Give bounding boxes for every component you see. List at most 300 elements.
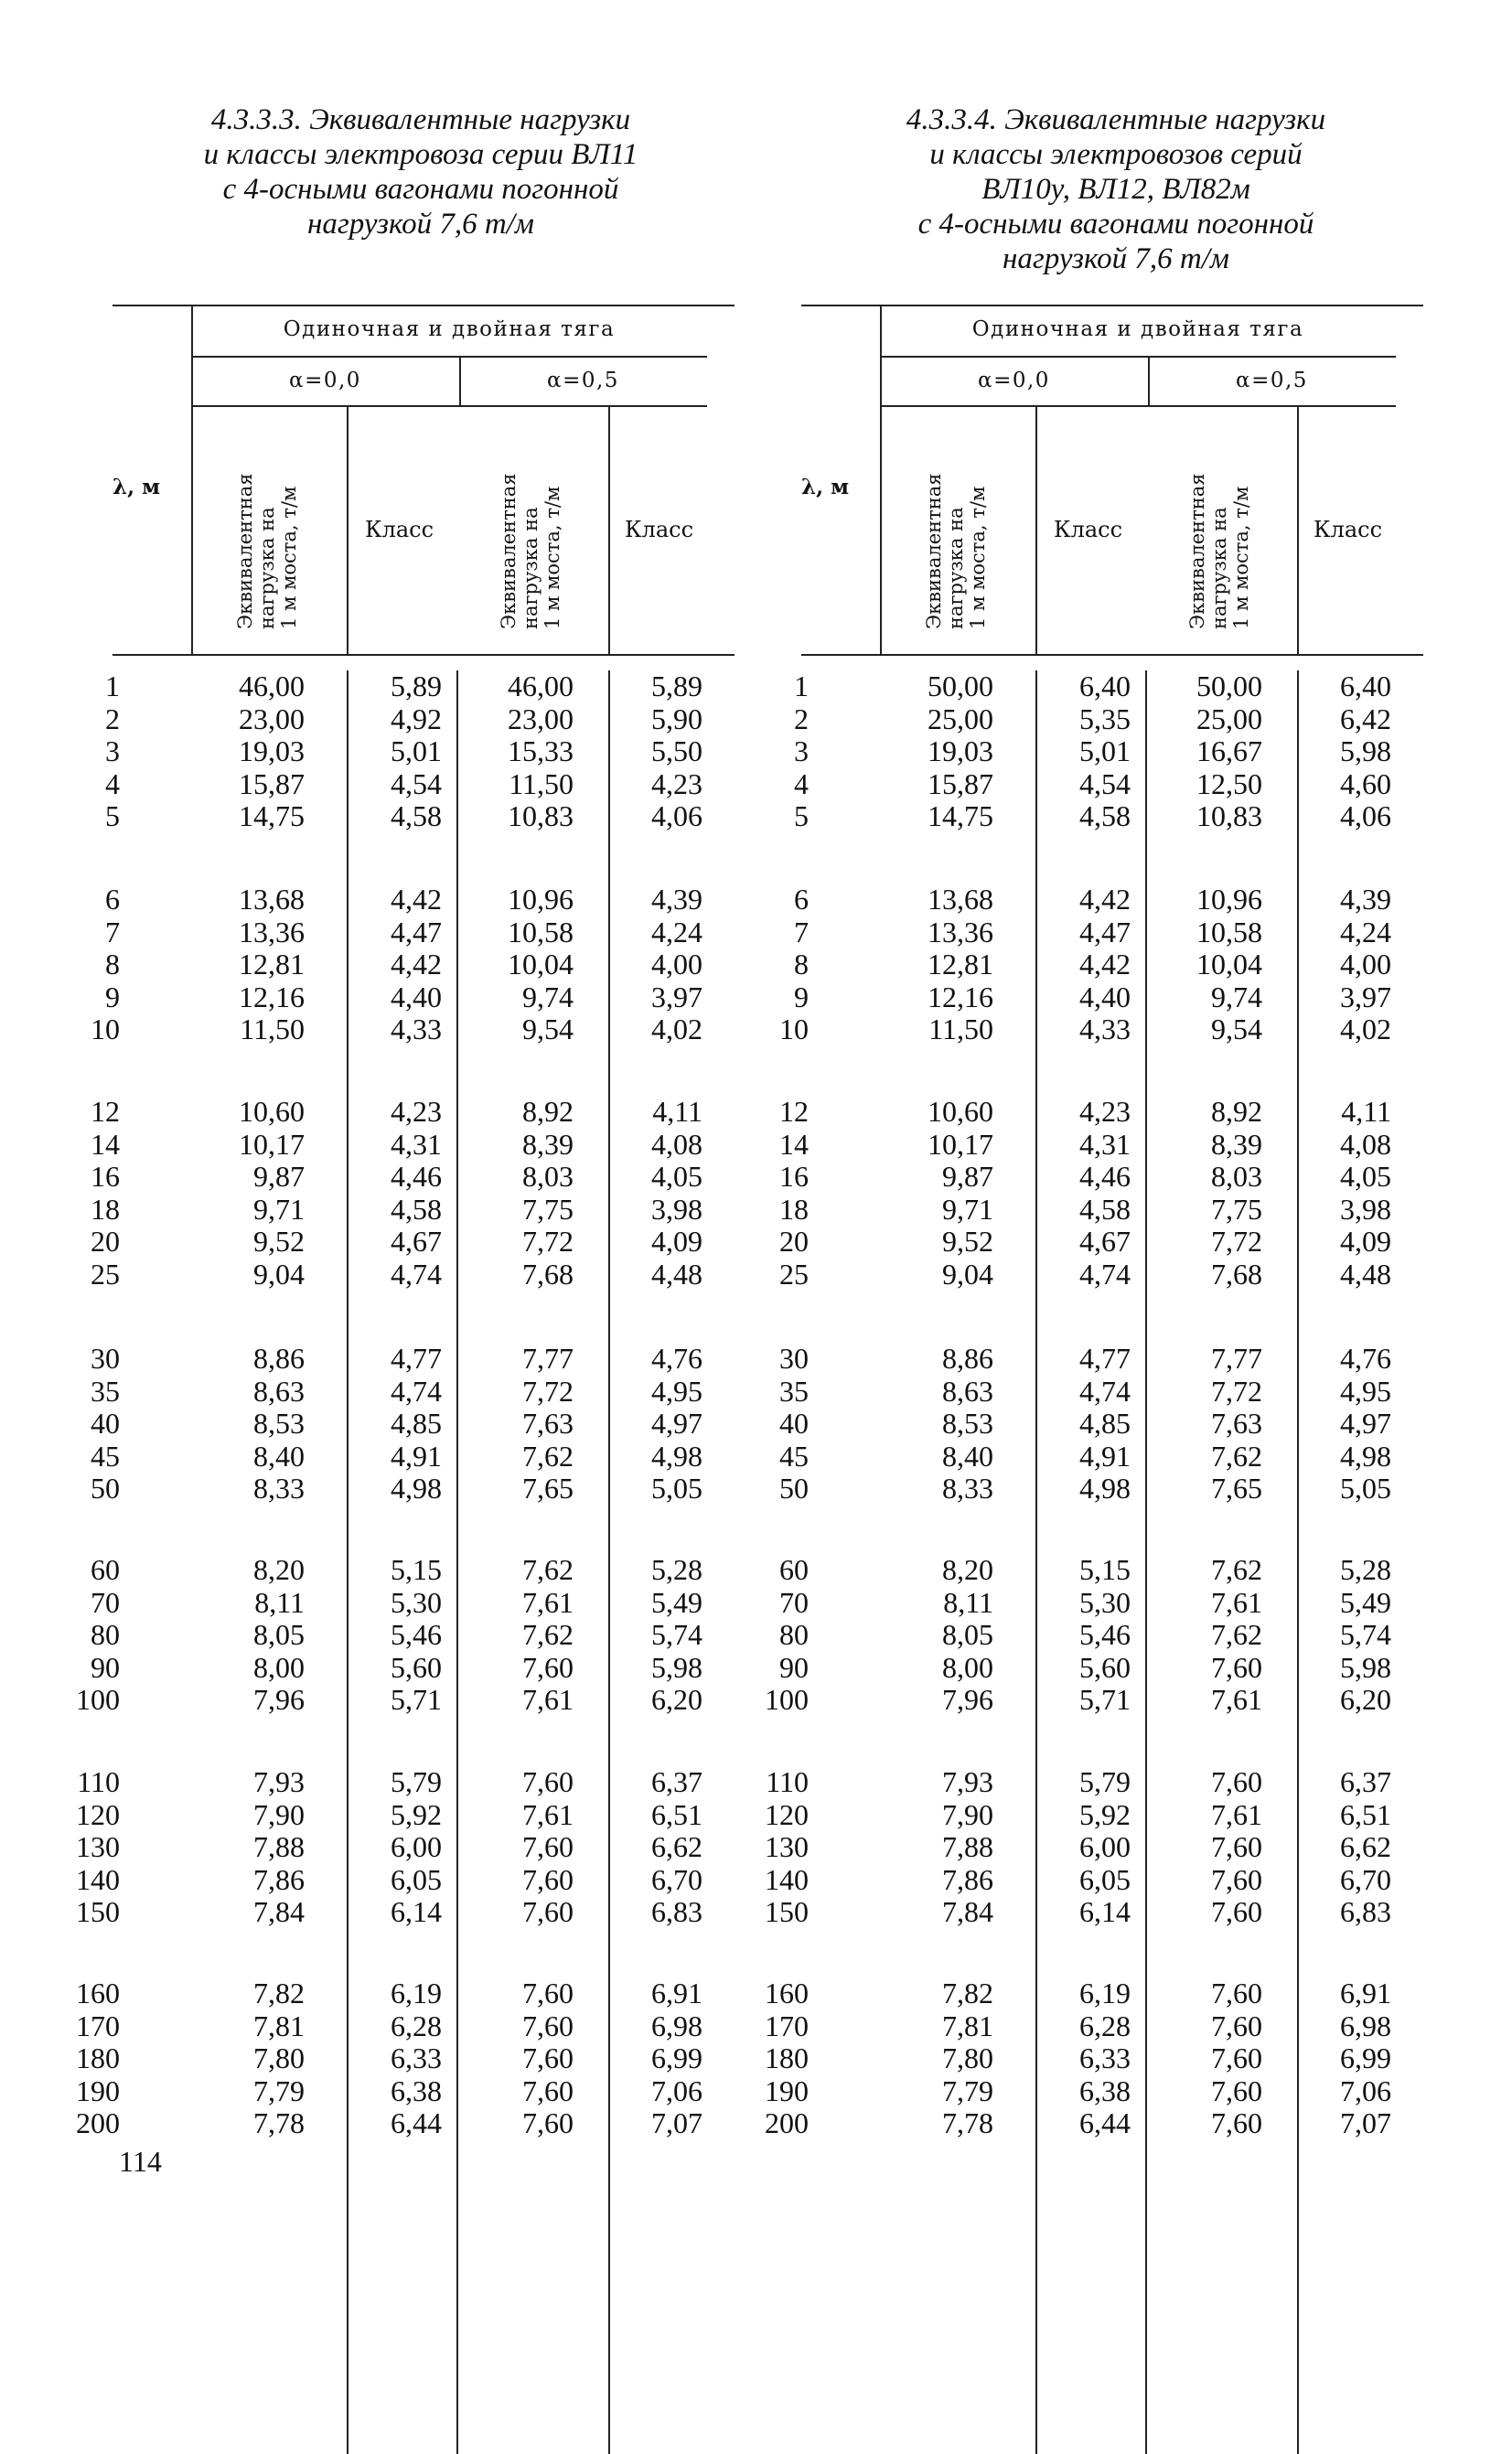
table-cell: 4,76 [1340,1342,1391,1375]
table-cell: 5,05 [651,1472,702,1505]
table-cell: 5,28 [651,1553,702,1586]
table-cell: 14,75 [239,799,305,832]
table-cell: 6,44 [1079,2106,1131,2139]
class-column-header: Класс [365,517,434,542]
load-header-line: 1 м моста, т/м [1230,486,1252,629]
load0-column [191,884,305,1046]
table-cell: 5,71 [1079,1683,1131,1716]
table-cell: 4,39 [651,883,702,916]
table-cell: 6,19 [1079,1977,1131,2009]
table-cell: 4,11 [652,1095,702,1128]
load05-column [456,1554,574,1717]
table-cell: 4,46 [1079,1160,1131,1193]
table-cell: 7,62 [522,1618,574,1651]
table-cell: 7,65 [1211,1472,1262,1505]
table-cell: 30 [779,1342,809,1375]
table-cell: 12,81 [239,948,305,981]
table-cell: 9 [794,980,809,1013]
load0-column [880,1343,993,1506]
table-cell: 8,05 [253,1618,305,1651]
table-cell: 7,62 [522,1439,574,1473]
traction-header: Одиночная и двойная тяга [283,317,616,341]
table-cell: 6,91 [651,1977,702,2009]
table-cell: 50,00 [928,670,993,702]
header-top-rule [801,305,1423,306]
table-cell: 7,60 [522,2074,574,2107]
table-cell: 4,31 [391,1127,442,1161]
table-cell: 5,49 [1340,1585,1391,1619]
table-cell: 5,46 [1079,1618,1131,1651]
table-cell: 4,31 [1079,1127,1131,1161]
table-cell: 8,20 [253,1553,305,1586]
table-cell: 5,01 [1079,734,1131,767]
table-cell: 4,54 [391,766,442,800]
table-cell: 4,08 [651,1127,702,1161]
table-cell: 190 [76,2074,120,2107]
table-cell: 46,00 [508,670,574,702]
table-cell: 46,00 [239,670,305,702]
table-cell: 4,05 [651,1160,702,1193]
table-cell: 4 [794,766,809,800]
table-cell: 45 [779,1439,809,1473]
table-cell: 8,63 [253,1374,305,1408]
caption-line: и классы электровоза серии ВЛ11 [203,138,638,171]
table-cell: 8,33 [942,1472,993,1505]
table-cell: 6,38 [1079,2074,1131,2107]
table-cell: 4,97 [651,1407,702,1440]
table-cell: 7,90 [942,1797,993,1831]
lambda-header: λ, м [113,475,161,499]
class0-column [1035,1096,1131,1291]
class05-column [608,1766,702,1929]
load0-column [191,1554,305,1717]
lambda-column [728,1766,809,1929]
table-cell: 11,50 [240,1013,305,1045]
table-cell: 150 [765,1895,809,1928]
table-cell: 4,98 [1340,1439,1391,1473]
table-cell: 8,03 [522,1160,574,1193]
table-cell: 7,78 [942,2106,993,2139]
table-cell: 7,68 [522,1257,574,1291]
table-cell: 7,63 [522,1407,574,1440]
table-cell: 6,51 [1340,1797,1391,1831]
table-cell: 4,23 [1079,1095,1131,1128]
table-cell: 6,99 [651,2041,702,2074]
table-cell: 15,87 [928,766,993,800]
table-cell: 4,48 [1340,1257,1391,1291]
table-cell: 5,05 [1340,1472,1391,1505]
class05-column [1297,670,1391,833]
table-cell: 4,24 [651,915,702,948]
table-cell: 4,95 [651,1374,702,1408]
table-cell: 160 [765,1977,809,2009]
lambda-column [39,1766,120,1929]
caption-line: 4.3.3.4. Эквивалентные нагрузки [906,103,1326,136]
table-cell: 60 [779,1553,809,1586]
table-cell: 4,48 [651,1257,702,1291]
table-cell: 7,79 [253,2074,305,2107]
class0-column [347,1343,442,1506]
table-cell: 4,74 [391,1374,442,1408]
load-header-line: Эквивалентная [1186,473,1208,629]
table-cell: 6,14 [391,1895,442,1928]
table-cell: 4,74 [391,1257,442,1291]
traction-header: Одиночная и двойная тяга [971,317,1304,341]
table-cell: 25,00 [928,702,993,735]
table-cell: 7,60 [1211,2074,1262,2107]
table-cell: 13,68 [239,883,305,916]
lambda-column [728,884,809,1046]
load05-column [1145,1096,1262,1291]
class0-column [1035,1977,1131,2140]
table-cell: 7,60 [1211,1830,1262,1863]
table-cell: 7,61 [1211,1683,1262,1716]
class05-column [1297,1343,1391,1506]
table-cell: 4,58 [391,1192,442,1226]
table-cell: 6,28 [1079,2009,1131,2042]
header-vline [1035,407,1037,654]
table-cell: 5,30 [391,1585,442,1619]
table-cell: 6,40 [1340,670,1391,702]
table-cell: 4,08 [1340,1127,1391,1161]
table-cell: 70 [779,1585,809,1619]
class0-column [1035,1554,1131,1717]
caption-line: с 4-осными вагонами погонной [917,208,1314,241]
table-cell: 5,90 [651,702,702,735]
class0-column [347,1096,442,1291]
caption-line: с 4-осными вагонами погонной [222,173,619,206]
class0-column [347,670,442,833]
table-cell: 4,09 [1340,1225,1391,1258]
header-vline [608,407,610,654]
table-cell: 5,74 [1340,1618,1391,1651]
table-cell: 7,07 [651,2106,702,2139]
table-cell: 6,42 [1340,702,1391,735]
table-cell: 4,06 [651,799,702,832]
load05-column [456,1096,574,1291]
table-cell: 6,62 [1340,1830,1391,1863]
table-cell: 20 [779,1225,809,1258]
table-cell: 8,40 [253,1439,305,1473]
table-cell: 8,92 [1211,1095,1262,1128]
table-cell: 7 [105,915,120,948]
table-cell: 12 [91,1095,120,1128]
lambda-column [39,1977,120,2140]
table-cell: 4,85 [391,1407,442,1440]
table-cell: 9,54 [1211,1013,1262,1045]
lambda-column [728,1343,809,1506]
table-cell: 7,60 [522,2041,574,2074]
table-cell: 4,77 [391,1342,442,1375]
lambda-column [39,1554,120,1717]
table-cell: 6,33 [391,2041,442,2074]
table-cell: 5,28 [1340,1553,1391,1586]
table-cell: 1 [105,670,120,702]
table-cell: 4 [105,766,120,800]
table-cell: 4,05 [1340,1160,1391,1193]
table-cell: 8,63 [942,1374,993,1408]
table-cell: 6,19 [391,1977,442,2009]
class05-column [1297,1554,1391,1717]
load-column-header [1186,428,1256,629]
table-cell: 15,33 [508,734,574,767]
load0-column [191,1977,305,2140]
class05-column [608,1554,702,1717]
table-cell: 11,50 [509,766,574,800]
table-cell: 5,46 [391,1618,442,1651]
table-cell: 35 [91,1374,120,1408]
load-header-line: 1 м моста, т/м [967,486,989,629]
table-cell: 8,00 [253,1650,305,1684]
table-cell: 9,71 [942,1192,993,1226]
load05-column [456,1766,574,1929]
table-cell: 5,98 [651,1650,702,1684]
table-cell: 110 [77,1765,120,1798]
table-cell: 5,89 [391,670,442,702]
caption-line: и классы электровозов серий [929,138,1303,171]
table-cell: 8,86 [942,1342,993,1375]
table-cell: 4,40 [1079,980,1131,1013]
table-cell: 4,67 [1079,1225,1131,1258]
table-cell: 4,11 [1341,1095,1391,1128]
table-cell: 7,86 [253,1862,305,1896]
table-cell: 7,80 [253,2041,305,2074]
table-cell: 50 [779,1472,809,1505]
table-cell: 4,67 [391,1225,442,1258]
table-cell: 10,83 [1196,799,1262,832]
load05-column [456,1343,574,1506]
table-cell: 4,42 [391,948,442,981]
table-cell: 5,89 [651,670,702,702]
table-cell: 4,85 [1079,1407,1131,1440]
load05-column [1145,1554,1262,1717]
header-vline [1297,407,1299,654]
caption-line: ВЛ10у, ВЛ12, ВЛ82м [981,173,1250,206]
table-cell: 10,17 [928,1127,993,1161]
table-cell: 5,79 [1079,1765,1131,1798]
table-cell: 10,04 [1196,948,1262,981]
table-cell: 7,93 [253,1765,305,1798]
table-cell: 3,97 [1340,980,1391,1013]
table-cell: 2 [105,702,120,735]
table-cell: 6,98 [1340,2009,1391,2042]
table-cell: 5,30 [1079,1585,1131,1619]
table-cell: 5,79 [391,1765,442,1798]
table-cell: 4,00 [1340,948,1391,981]
table-cell: 8,11 [254,1585,305,1619]
table-cell: 7,81 [253,2009,305,2042]
table-cell: 4,58 [1079,799,1131,832]
table-cell: 9,52 [942,1225,993,1258]
load-column-header [234,428,304,629]
table-cell: 8,00 [942,1650,993,1684]
load0-column [880,884,993,1046]
table-cell: 5 [105,799,120,832]
table-cell: 4,74 [1079,1374,1131,1408]
table-cell: 25 [779,1257,809,1291]
table-cell: 18 [779,1192,809,1226]
table-cell: 7,60 [522,2106,574,2139]
table-cell: 4,39 [1340,883,1391,916]
table-cell: 200 [76,2106,120,2139]
table-cell: 5,98 [1340,1650,1391,1684]
table-cell: 100 [765,1683,809,1716]
table-cell: 4,58 [1079,1192,1131,1226]
table-cell: 4,58 [391,799,442,832]
table-cell: 5,50 [651,734,702,767]
load05-column [1145,1343,1262,1506]
table-cell: 8,53 [253,1407,305,1440]
table-cell: 4,00 [651,948,702,981]
table-cell: 5,15 [391,1553,442,1586]
table-cell: 7,60 [1211,1862,1262,1896]
table-cell: 2 [794,702,809,735]
table-cell: 4,33 [391,1013,442,1045]
table-cell: 130 [765,1830,809,1863]
table-cell: 7,60 [522,1977,574,2009]
table-cell: 7,06 [651,2074,702,2107]
alpha-0-header: α=0,0 [978,369,1050,392]
table-cell: 9,74 [522,980,574,1013]
table-cell: 10,96 [508,883,574,916]
table-cell: 7,72 [522,1374,574,1408]
table-cell: 140 [76,1862,120,1896]
load0-column [880,1977,993,2140]
load0-column [880,1766,993,1929]
table-cell: 7,60 [522,1765,574,1798]
table-cell: 4,76 [651,1342,702,1375]
load05-column [1145,1766,1262,1929]
table-cell: 4,98 [651,1439,702,1473]
table-cell: 7,60 [1211,1895,1262,1928]
table-cell: 7,60 [522,1650,574,1684]
table-cell: 6,44 [391,2106,442,2139]
table-cell: 7,88 [253,1830,305,1863]
load0-column [880,1096,993,1291]
table-cell: 4,24 [1340,915,1391,948]
table-cell: 8,86 [253,1342,305,1375]
header-top-rule [113,305,735,306]
table-cell: 7,60 [522,1830,574,1863]
table-cell: 4,91 [391,1439,442,1473]
table-cell: 7,62 [1211,1439,1262,1473]
load-column-header [923,428,992,629]
table-cell: 5,60 [1079,1650,1131,1684]
alpha-rule [191,405,707,407]
class05-column [1297,1977,1391,2140]
table-cell: 16,67 [1196,734,1262,767]
table-cell: 6,83 [651,1895,702,1928]
table-cell: 7,72 [522,1225,574,1258]
class05-column [608,1096,702,1291]
table-cell: 200 [765,2106,809,2139]
table-cell: 4,42 [391,883,442,916]
load0-column [191,1096,305,1291]
table-cell: 9,87 [942,1160,993,1193]
table-cell: 7,61 [522,1797,574,1831]
table-cell: 19,03 [239,734,305,767]
table-cell: 4,46 [391,1160,442,1193]
table-cell: 8,05 [942,1618,993,1651]
table-cell: 4,06 [1340,799,1391,832]
table-cell: 3,98 [1340,1192,1391,1226]
table-cell: 6,20 [651,1683,702,1716]
alpha-05-header: α=0,5 [1236,369,1308,392]
table-cell: 7,93 [942,1765,993,1798]
table-cell: 10 [91,1013,120,1045]
table-cell: 6,70 [1340,1862,1391,1896]
header-bottom-rule [801,654,1423,656]
table-cell: 7,61 [1211,1797,1262,1831]
table-cell: 9,71 [253,1192,305,1226]
table-cell: 7,62 [522,1553,574,1586]
table-cell: 8,33 [253,1472,305,1505]
header-vline [191,305,193,654]
table-cell: 8 [794,948,809,981]
table-cell: 4,47 [1079,915,1131,948]
table-cell: 4,98 [1079,1472,1131,1505]
table-cell: 7,81 [942,2009,993,2042]
table-cell: 100 [76,1683,120,1716]
table-cell: 9,87 [253,1160,305,1193]
table-cell: 16 [91,1160,120,1193]
table-cell: 10,04 [508,948,574,981]
table-cell: 4,23 [391,1095,442,1128]
table-cell: 4,42 [1079,883,1131,916]
table-cell: 120 [76,1797,120,1831]
table-cell: 5,49 [651,1585,702,1619]
table-cell: 40 [91,1407,120,1440]
table-cell: 3,97 [651,980,702,1013]
class05-column [1297,884,1391,1046]
table-cell: 23,00 [239,702,305,735]
right-table-caption [805,102,1427,276]
table-cell: 9,04 [942,1257,993,1291]
load-header-line: 1 м моста, т/м [278,486,300,629]
table-cell: 7,82 [253,1977,305,2009]
table-cell: 90 [91,1650,120,1684]
table-cell: 4,97 [1340,1407,1391,1440]
table-cell: 18 [91,1192,120,1226]
table-cell: 25 [91,1257,120,1291]
table-cell: 35 [779,1374,809,1408]
table-cell: 6,91 [1340,1977,1391,2009]
load-header-line: Эквивалентная [234,473,256,629]
table-cell: 90 [779,1650,809,1684]
table-cell: 8,53 [942,1407,993,1440]
table-cell: 6,37 [1340,1765,1391,1798]
table-cell: 6,70 [651,1862,702,1896]
class05-column [608,670,702,833]
load-header-line: нагрузка на [945,507,967,629]
table-cell: 7,60 [1211,2041,1262,2074]
table-cell: 7,62 [1211,1618,1262,1651]
traction-rule [880,356,1396,358]
table-cell: 3 [105,734,120,767]
lambda-column [728,1096,809,1291]
class0-column [347,1554,442,1717]
table-cell: 9,54 [522,1013,574,1045]
table-cell: 4,98 [391,1472,442,1505]
table-cell: 10,96 [1196,883,1262,916]
table-cell: 7,06 [1340,2074,1391,2107]
table-cell: 160 [76,1977,120,2009]
class0-column [1035,884,1131,1046]
table-cell: 8,20 [942,1553,993,1586]
lambda-column [728,1977,809,2140]
table-cell: 80 [91,1618,120,1651]
table-cell: 6,05 [391,1862,442,1896]
